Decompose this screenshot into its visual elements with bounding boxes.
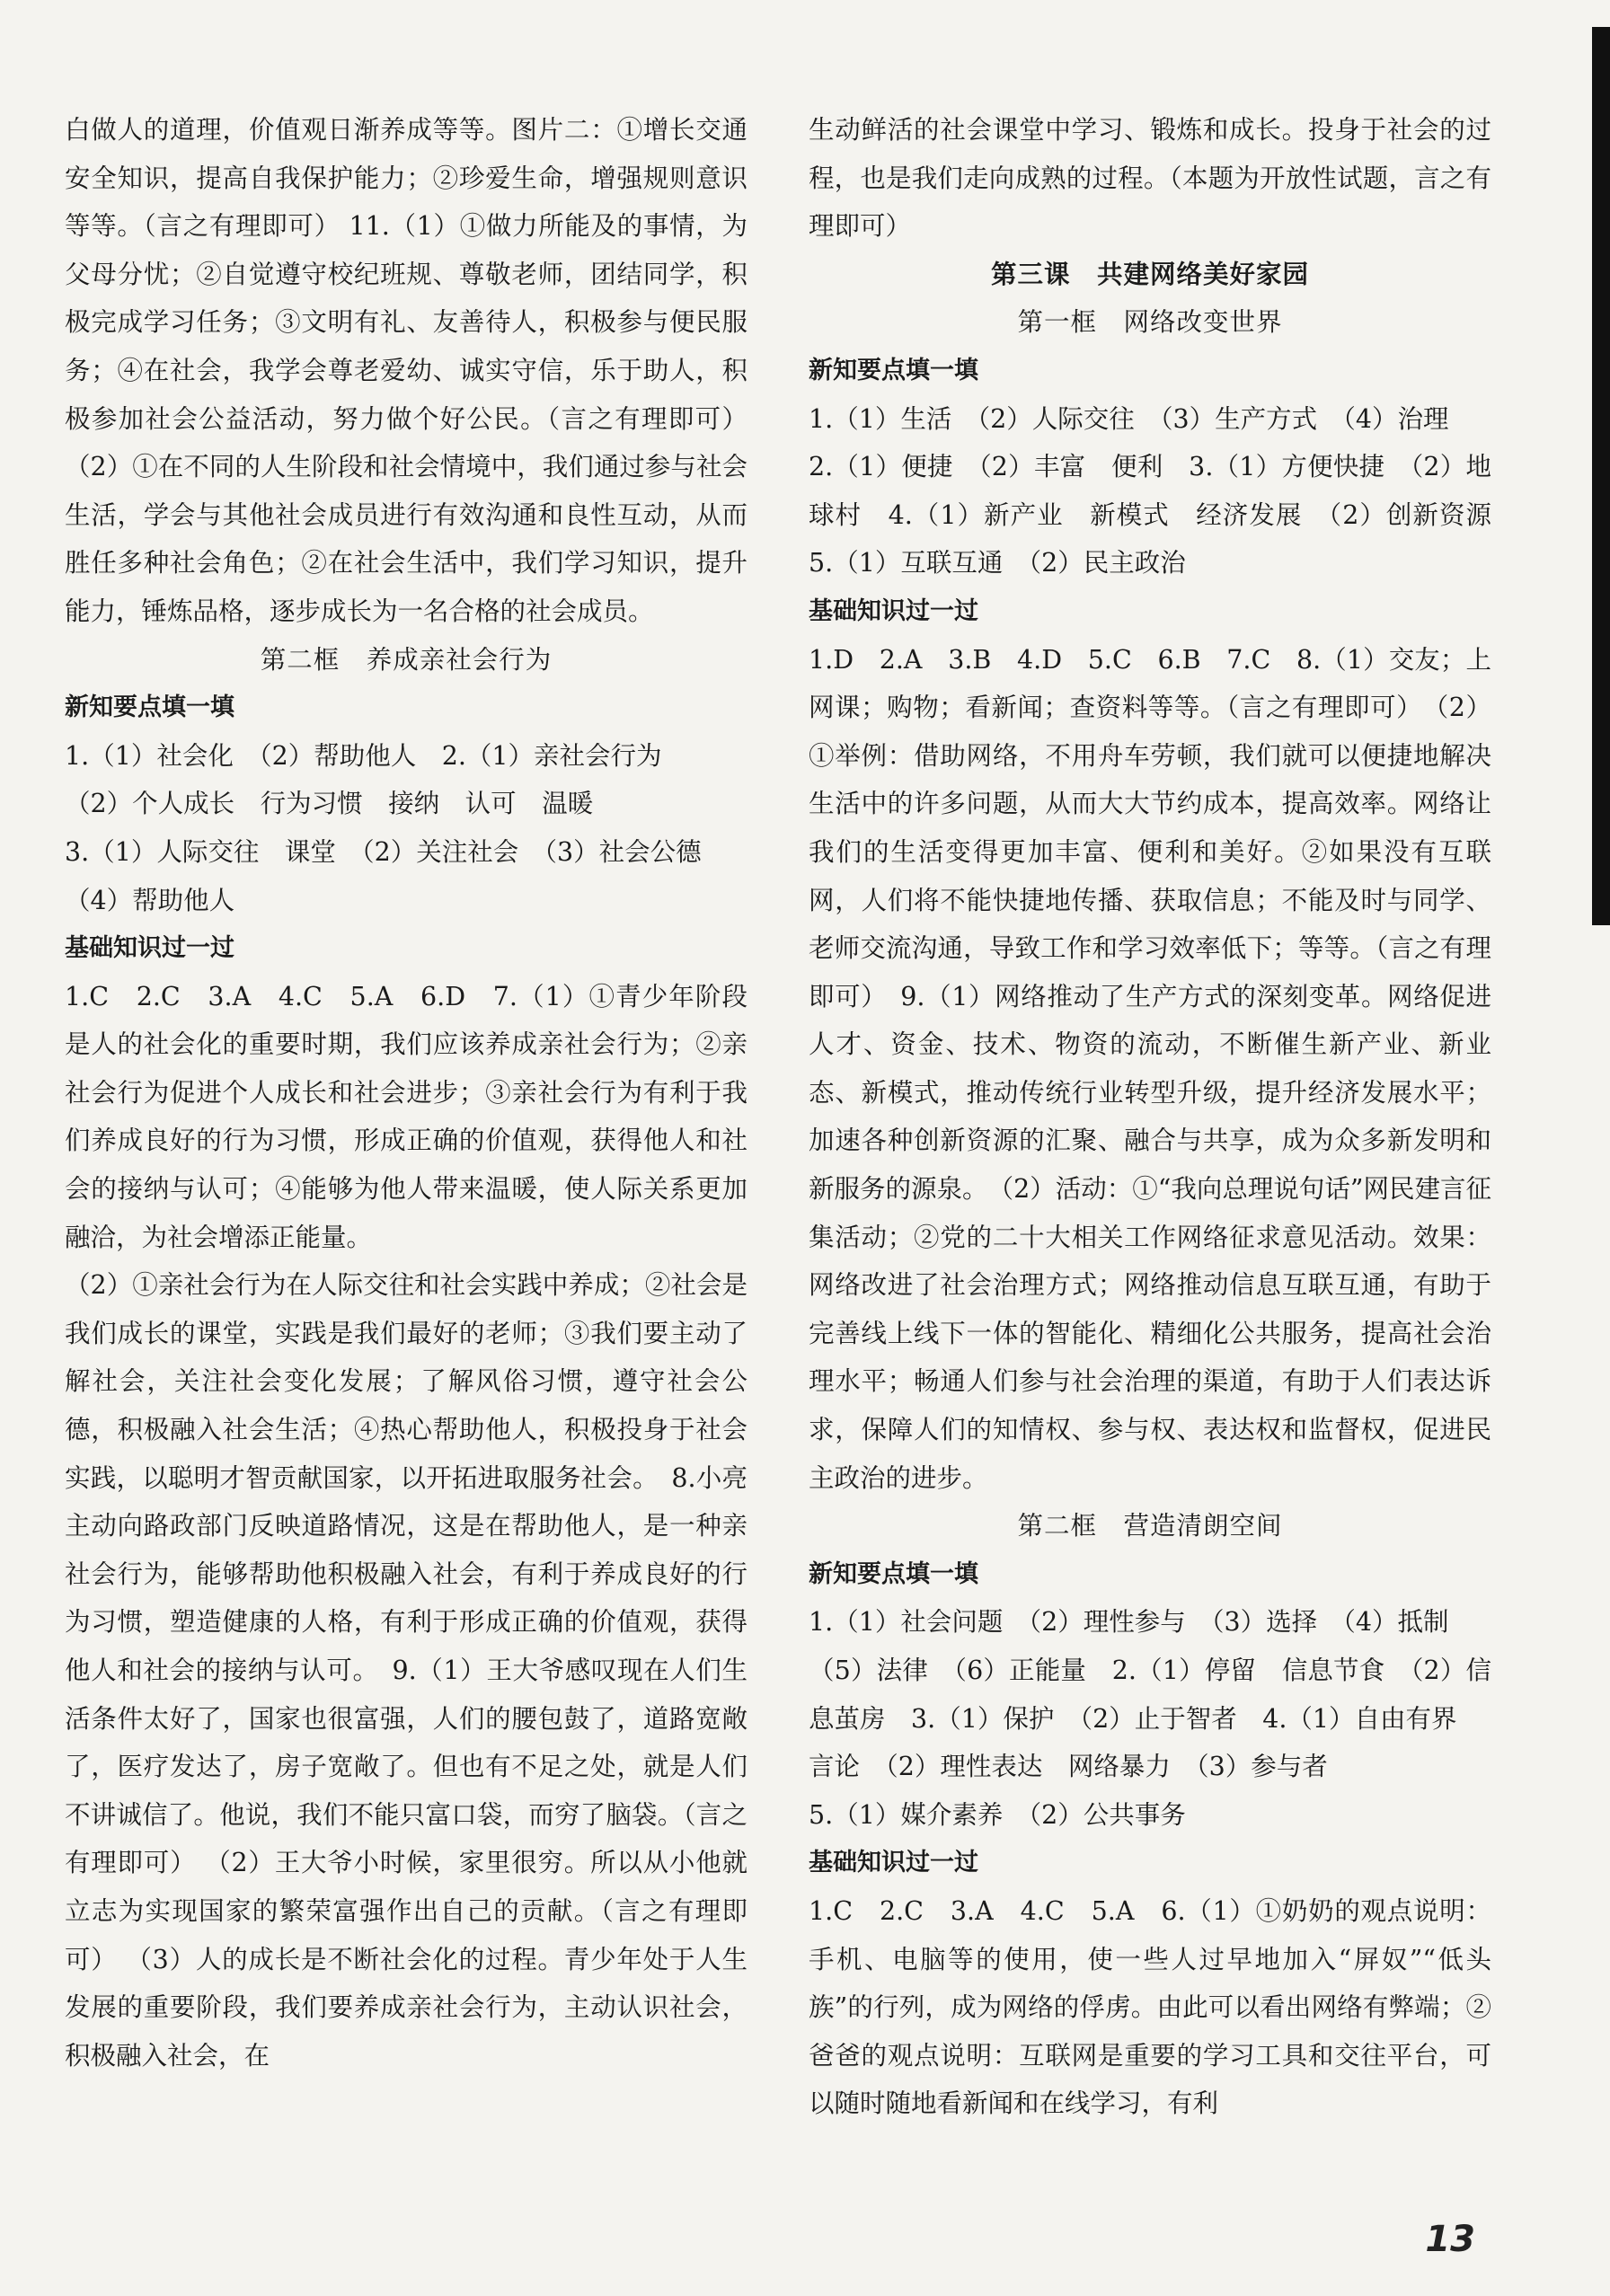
right-paragraph-3: 1.C 2.C 3.A 4.C 5.A 6.（1）①奶奶的观点说明：手机、电脑等的使用，使一些人过早地加入“屏奴”“低头族”的行列，成为网络的俘虏。由此可以看出网络有弊端；②爸爸的观点说明：互联网是重要的学习工具和交往平台，可以随时随地看新闻和在线学习，有利: [809, 1895, 1491, 2119]
heading-jichu: 基础知识过一过: [65, 934, 234, 963]
right-column: [809, 106, 1517, 2128]
left-paragraph-1: 白做人的道理，价值观日渐养成等等。图片二：①增长交通安全知识，提高自我保护能力；②珍爱生命，增强规则意识等等。（言之有理即可） 11.（1）①做力所能及的事情，为父母分忧；②自觉遵守校纪班规、尊敬老师，团结同学，积极完成学习任务；③文明有礼、友善待人，积极参与便民服务；④在社会，我学会尊老爱幼、诚实守信，乐于助人，积极参加社会公益活动，努力做个好公民。（言之有理即可） （2）①在不同的人生阶段和社会情境中，我们通过参与社会生活，学会与其他社会成员进行有效沟通和良性互动，从而胜任多种社会角色；②在社会生活中，我们学习知识，提升能力，锤炼品格，逐步成长为一名合格的社会成员。: [65, 115, 748, 626]
right-paragraph-1: 生动鲜活的社会课堂中学习、锻炼和成长。投身于社会的过程，也是我们走向成熟的过程。（本题为开放性试题，言之有理即可）: [809, 115, 1491, 242]
heading-xinzhi: 新知要点填一填: [65, 693, 234, 722]
heading-jichu-1: 基础知识过一过: [809, 596, 978, 625]
page-number: 13: [1425, 2219, 1475, 2260]
page-edge-shadow: [1592, 27, 1610, 925]
left-paragraph-3: （2）①亲社会行为在人际交往和社会实践中养成；②社会是我们成长的课堂，实践是我们最好的老师；③我们要主动了解社会，关注社会变化发展；了解风俗习惯，遵守社会公德，积极融入社会生活；④热心帮助他人，积极投身于社会实践，以聪明才智贡献国家，以开拓进取服务社会。 8.小亮主动向路政部门反映道路情况，这是在帮助他人，是一种亲社会行为，能够帮助他积极融入社会，有利于养成良好的行为习惯，塑造健康的人格，有利于形成正确的价值观，获得他人和社会的接纳与认可。 9.（1）王大爷感叹现在人们生活条件太好了，国家也很富强，人们的腰包鼓了，道路宽敞了，医疗发达了，房子宽敞了。但也有不足之处，就是人们不讲诚信了。他说，我们不能只富口袋，而穷了脑袋。（言之有理即可） （2）王大爷小时候，家里很穷。所以从小他就立志为实现国家的繁荣富强作出自己的贡献。（言之有理即可） （3）人的成长是不断社会化的过程。青少年处于人生发展的重要阶段，我们要养成亲社会行为，主动认识社会，积极融入社会，在: [65, 1270, 748, 2071]
section-title-lesson2-frame2: 第二框 养成亲社会行为: [260, 644, 553, 675]
xinzhi-line-2: （2）个人成长 行为习惯 接纳 认可 温暖: [65, 789, 594, 819]
section-title-lesson3-frame2: 第二框 营造清朗空间: [1017, 1511, 1283, 1541]
right-paragraph-2: 1.D 2.A 3.B 4.D 5.C 6.B 7.C 8.（1）交友；上网课；购物；看新闻；查资料等等。（言之有理即可） （2）①举例：借助网络，不用舟车劳顿，我们就可以便捷地解决生活中的许多问题，从而大大节约成本，提高效率。网络让我们的生活变得更加丰富、便利和美好。②如果没有互联网，人们将不能快捷地传播、获取信息；不能及时与同学、老师交流沟通，导致工作和学习效率低下；等等。（言之有理即可） 9.（1）网络推动了生产方式的深刻变革。网络促进人才、资金、技术、物资的流动，不断催生新产业、新业态、新模式，推动传统行业转型升级，提升经济发展水平；加速各种创新资源的汇聚、融合与共享，成为众多新发明和新服务的源泉。 （2）活动：①“我向总理说句话”网民建言征集活动；②党的二十大相关工作网络征求意见活动。效果：网络改进了社会治理方式；网络推动信息互联互通，有助于完善线上线下一体的智能化、精细化公共服务，提高社会治理水平；畅通人们参与社会治理的渠道，有助于人们表达诉求，保障人们的知情权、参与权、表达权和监督权，促进民主政治的进步。: [809, 644, 1491, 1493]
xinzhi2-line-1: 1.（1）社会问题 （2）理性参与 （3）选择 （4）抵制: [809, 1607, 1449, 1638]
xinzhi-line-3: 3.（1）人际交往 课堂 （2）关注社会 （3）社会公德: [65, 836, 702, 867]
left-paragraph-2: 1.C 2.C 3.A 4.C 5.A 6.D 7.（1）①青少年阶段是人的社会化的重要时期，我们应该养成亲社会行为；②亲社会行为促进个人成长和社会进步；③亲社会行为有利于我们养成良好的行为习惯，形成正确的价值观，获得他人和社会的接纳与认可；④能够为他人带来温暖，使人际关系更加融洽，为社会增添正能量。: [65, 981, 748, 1252]
xinzhi1-line-2: 2.（1）便捷 （2）丰富 便利 3.（1）方便快捷 （2）地球村 4.（1）新产业 新模式 经济发展 （2）创新资源 5.（1）互联互通 （2）民主政治: [809, 452, 1517, 578]
section-title-lesson3-frame1: 第一框 网络改变世界: [1017, 307, 1283, 338]
left-column: [65, 106, 748, 2080]
heading-jichu-2: 基础知识过一过: [809, 1849, 978, 1877]
xinzhi1-line-1: 1.（1）生活 （2）人际交往 （3）生产方式 （4）治理: [809, 403, 1449, 434]
xinzhi-line-1: 1.（1）社会化 （2）帮助他人 2.（1）亲社会行为: [65, 740, 662, 771]
xinzhi-line-4: （4）帮助他人: [65, 885, 235, 915]
heading-xinzhi-2: 新知要点填一填: [809, 1559, 978, 1588]
lesson-title-3: 第三课 共建网络美好家园: [990, 258, 1309, 289]
xinzhi2-line-4: 5.（1）媒介素养 （2）公共事务: [809, 1799, 1186, 1830]
xinzhi2-line-3: 言论 （2）理性表达 网络暴力 （3）参与者: [809, 1752, 1328, 1782]
xinzhi2-line-2: （5）法律 （6）正能量 2.（1）停留 信息节食 （2）信息茧房 3.（1）保护 （2）止于智者 4.（1）自由有界: [809, 1656, 1491, 1734]
heading-xinzhi-1: 新知要点填一填: [809, 356, 978, 384]
